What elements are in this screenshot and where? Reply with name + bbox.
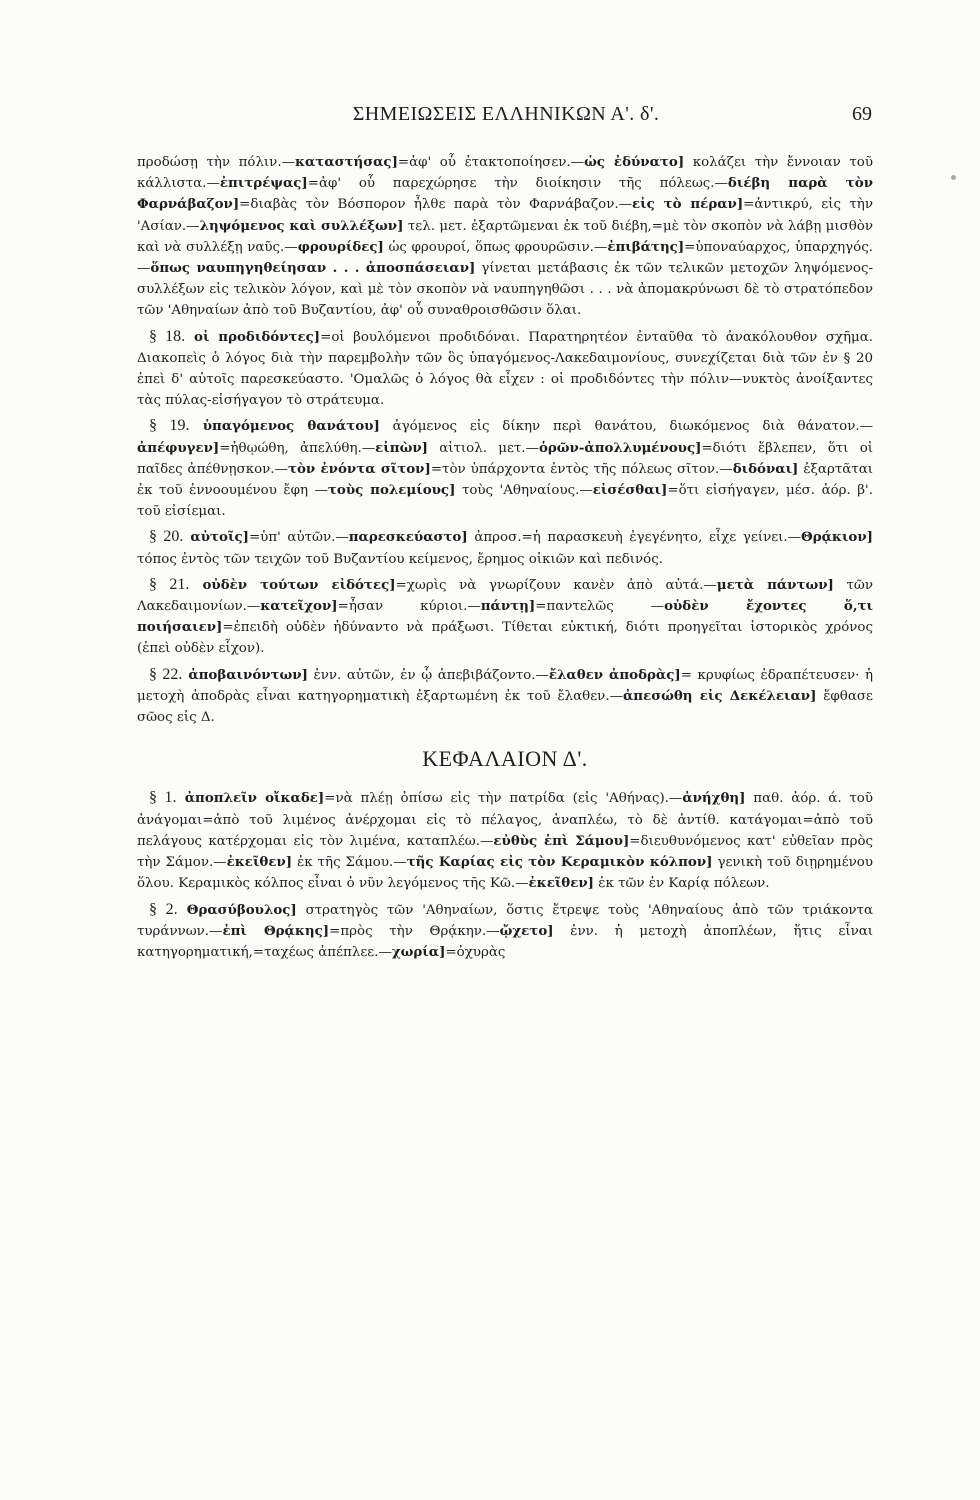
lemma: ὅπως ναυπηγηθείησαν . . . ἀποσπάσειαν] <box>150 260 476 277</box>
commentary-text: =διαβὰς τὸν Βόσπορον ἦλθε παρὰ τὸν Φαρνάβαζον.— <box>239 197 632 213</box>
commentary-body <box>137 152 873 967</box>
lemma: οἱ προδιδόντες] <box>185 328 321 345</box>
commentary-text: ἐνν. αὐτῶν, ἐν ᾧ ἀπεβιβάζοντο.— <box>307 667 549 683</box>
commentary-text: τόπος ἐντὸς τῶν τειχῶν τοῦ Βυζαντίου κείμενος, ἔρημος οἰκιῶν καὶ πεδινός. <box>137 551 663 567</box>
commentary-text: ἐκ τῶν ἐν Καρίᾳ πόλεων. <box>594 876 770 892</box>
section-number: § 18. <box>149 327 186 345</box>
commentary-text: =οἱ βουλόμενοι προδιδόναι. Παρατηρητέον ἐνταῦθα τὸ ἀνακόλουθον σχῆμα. Διακοπεὶς ὁ λόγος διὰ τὴν παρεμβολὴν τῶν ὃς ὑπαγόμενος-Λακεδαιμονίους, συνεχίζεται διὰ τῶν ἐν § 20 ἐπεὶ δ' αὐτοῖς παρεσκεύαστο. 'Ομαλῶς ὁ λόγος θὰ εἶχεν : οἱ προδιδόντες τὴν πόλιν—νυκτὸς ἀνοίξαντες τὰς πύλας-εἰσήγαγον τὸ στράτευμα. <box>137 329 874 409</box>
commentary-text: ἔφθασε σῶος εἰς Δ. <box>137 688 873 726</box>
lemma: ᾤχετο] <box>499 922 554 939</box>
lemma: παρεσκεύαστο] <box>348 529 468 546</box>
commentary-text: =ἦσαν κύριοι.— <box>337 599 481 615</box>
section-number: § 21. <box>149 575 190 593</box>
commentary-text: ὡς φρουροί, ὅπως φρουρῶσιν.— <box>383 239 608 255</box>
lemma: ὡς ἐδύνατο] <box>584 154 685 170</box>
paragraph-section-20 <box>137 526 873 569</box>
commentary-text: γίνεται μετάβασις ἐκ τῶν τελικῶν μετοχῶν ληψόμενος-συλλέξων εἰς τελικὸν λόγον, καὶ μὲ τὸν σκοπὸν νὰ ναυπηγηθῶσι . . . νὰ ἀπομακρύνωσι δὲ τὸ στρατόπεδον τῶν 'Αθηναίων ἀπὸ τοῦ Βυζαντίου, ἀφ' οὗ συναθροισθῶσιν ὅλαι. <box>137 261 873 319</box>
lemma: πάντῃ] <box>480 598 536 615</box>
section-number: § 22. <box>149 665 183 683</box>
paragraph-continued <box>137 152 873 322</box>
section-number: § 1. <box>149 789 177 807</box>
commentary-text: =ὅτι εἰσήγαγεν, μέσ. ἀόρ. β'. τοῦ εἰσίεμαι. <box>137 483 873 520</box>
lemma: χωρία] <box>391 943 446 960</box>
commentary-text: ἐνν. ἡ μετοχὴ ἀποπλέων, ἥτις εἶναι κατηγορηματική,=ταχέως ἀπέπλεε.— <box>137 923 873 960</box>
commentary-text: τῶν Λακεδαιμονίων.— <box>137 577 873 615</box>
lemma: ἐπιτρέψας] <box>219 175 308 192</box>
commentary-text: =πρὸς τὴν Θρᾴκην.— <box>329 923 500 939</box>
page-number: 69 <box>852 103 872 125</box>
section-number: § 20. <box>149 528 184 546</box>
commentary-text: =ὑπ' αὐτῶν.— <box>248 530 349 546</box>
lemma: ὁρῶν-ἀπολλυμένους] <box>538 439 702 456</box>
commentary-text: =παντελῶς — <box>535 599 665 615</box>
commentary-text: ἐξαρτᾶται ἐκ τοῦ ἐννοουμένου ἔφη — <box>137 461 873 499</box>
commentary-text: τοὺς 'Αθηναίους.— <box>455 483 593 499</box>
paragraph-section-22 <box>137 664 873 729</box>
lemma: τὸν ἐνόντα σῖτον] <box>287 460 431 477</box>
commentary-text: κολάζει τὴν ἔννοιαν τοῦ κάλλιστα.— <box>137 155 873 192</box>
lemma: ληψόμενος καὶ συλλέξων] <box>199 217 404 234</box>
lemma: φρουρίδες] <box>297 238 384 255</box>
section-number: § 19. <box>149 417 190 435</box>
lemma: ἐκεῖθεν] <box>226 854 293 871</box>
lemma: ἔλαθεν ἀποδρὰς] <box>548 666 681 683</box>
commentary-text: προδώσῃ τὴν πόλιν.— <box>137 155 295 170</box>
paragraph-section-1 <box>137 787 873 894</box>
lemma: εἰσέσθαι] <box>592 482 668 499</box>
commentary-text: στρατηγὸς τῶν 'Αθηναίων, ὅστις ἔτρεψε τοὺς 'Αθηναίους ἀπὸ τῶν τριάκοντα τυράννων.— <box>137 902 874 939</box>
commentary-text: =ὑποναύαρχος, ὑπαρχηγός.— <box>137 239 873 277</box>
lemma: διδόναι] <box>732 460 799 477</box>
paper-speck <box>951 175 956 180</box>
commentary-text: =τὸν ὑπάρχοντα ἐντὸς τῆς πόλεως σῖτον.— <box>430 461 733 477</box>
lemma: ἐπὶ Θρᾴκης] <box>222 922 330 939</box>
commentary-text: =ἀφ' οὗ ἐτακτοποίησεν.— <box>397 155 585 170</box>
commentary-text: ἀγόμενος εἰς δίκην περὶ θανάτου, διωκόμενος διὰ θάνατον.— <box>379 419 874 435</box>
commentary-text: =ἐπειδὴ οὐδὲν ἠδύναντο νὰ πράξωσι. Τίθεται εὐκτική, διότι προηγεῖται ἱστορικὸς χρόνος (ἐπεὶ οὐδὲν εἶχον). <box>137 620 873 657</box>
lemma: ἀποπλεῖν οἴκαδε] <box>176 790 325 807</box>
commentary-text: παθ. ἀόρ. ά. τοῦ ἀνάγομαι=ἀπὸ τοῦ λιμένος ἀνέρχομαι εἰς τὸ πέλαγος, ἀναπλέω, τὸ δὲ ἀντίθ. κατάγομαι=ἀπὸ τοῦ πελάγους κατέρχομαι εἰς τὸν λιμένα, καταπλέω.— <box>137 791 873 849</box>
lemma: τῆς Καρίας εἰς τὸν Κεραμικὸν κόλπον] <box>406 854 713 871</box>
commentary-text: =ἠθῳώθη, ἀπελύθη.— <box>219 440 376 456</box>
section-number: § 2. <box>149 900 178 918</box>
lemma: κατεῖχον] <box>260 598 338 615</box>
lemma: εὐθὺς ἐπὶ Σάμου] <box>493 832 630 849</box>
commentary-text: =ἀφ' οὗ παρεχώρησε τὴν διοίκησιν τῆς πόλεως.— <box>307 176 728 192</box>
lemma: εἰς τὸ πέραν] <box>632 196 744 213</box>
lemma: ἀπέφυγεν] <box>137 439 220 456</box>
lemma: μετὰ πάντων] <box>716 576 834 593</box>
chapter-title: ΚΕΦΑΛΑΙΟΝ Δ'. <box>422 746 588 772</box>
commentary-text: =διευθυνόμενος κατ' εὐθεῖαν πρὸς τὴν Σάμον.— <box>137 833 873 871</box>
lemma: τοὺς πολεμίους] <box>327 482 456 499</box>
paragraph-section-18 <box>137 326 873 412</box>
lemma: οὐδὲν τούτων εἰδότες] <box>189 576 396 593</box>
lemma: καταστήσας] <box>294 154 398 170</box>
lemma: ἐπιβάτης] <box>607 238 685 255</box>
commentary-text: = κρυφίως ἐδραπέτευσεν· ἡ μετοχὴ ἀποδρὰς εἶναι κατηγορηματικὴ ἐξαρτωμένη ἐκ τοῦ ἔλαθεν.— <box>137 667 873 704</box>
commentary-text: =χωρὶς νὰ γνωρίζουν κανὲν ἀπὸ αὐτά.— <box>395 577 717 593</box>
lemma: ἐκεῖθεν] <box>528 875 595 892</box>
page-header <box>140 103 872 133</box>
commentary-text: ἀπροσ.=ἡ παρασκευὴ ἐγεγένητο, εἶχε γείνει.— <box>467 530 802 546</box>
lemma: οὐδὲν ἔχοντες ὅ,τι ποιήσαιεν] <box>137 598 874 636</box>
paragraph-section-2 <box>137 899 873 964</box>
paragraph-section-19 <box>137 415 873 522</box>
lemma: διέβη παρὰ τὸν Φαρνάβαζον] <box>137 175 873 213</box>
lemma: ἀποβαινόντων] <box>182 666 308 683</box>
paragraph-section-21 <box>137 574 873 660</box>
lemma: Θρασύβουλος] <box>177 901 297 918</box>
lemma: αὐτοῖς] <box>183 529 249 546</box>
commentary-text: αἰτιολ. μετ.— <box>427 440 539 456</box>
commentary-text: =ὀχυρὰς <box>445 944 506 960</box>
lemma: εἰπὼν] <box>375 439 428 456</box>
lemma: ὑπαγόμενος θανάτου] <box>189 418 380 435</box>
commentary-text: τελ. μετ. ἐξαρτῶμεναι ἐκ τοῦ διέβη,=μὲ τὸν σκοπὸν νὰ λάβῃ μισθὸν καὶ νὰ συλλέξῃ ναῦς.— <box>137 218 874 255</box>
commentary-text: γενικὴ τοῦ διῃρημένου ὅλου. Κεραμικὸς κόλπος εἶναι ὁ νῦν λεγόμενος τῆς Κῶ.— <box>137 855 873 892</box>
commentary-text: =νὰ πλέῃ ὀπίσω εἰς τὴν πατρίδα (εἰς 'Αθήνας).— <box>324 791 683 807</box>
lemma: Θρᾴκιον] <box>801 529 873 546</box>
commentary-text: ἐκ τῆς Σάμου.— <box>292 855 407 871</box>
lemma: ἀπεσώθη εἰς Δεκέλειαν] <box>622 687 817 704</box>
commentary-text: =διότι ἔβλεπεν, ὅτι οἱ παῖδες ἀπέθνῃσκον.— <box>137 440 874 477</box>
commentary-text: =ἀντικρύ, εἰς τὴν 'Ασίαν.— <box>137 197 873 234</box>
running-head: ΣΗΜΕΙΩΣΕΙΣ ΕΛΛΗΝΙΚΩΝ Α'. δ'. <box>352 103 660 125</box>
lemma: ἀνήχθη] <box>682 790 746 807</box>
